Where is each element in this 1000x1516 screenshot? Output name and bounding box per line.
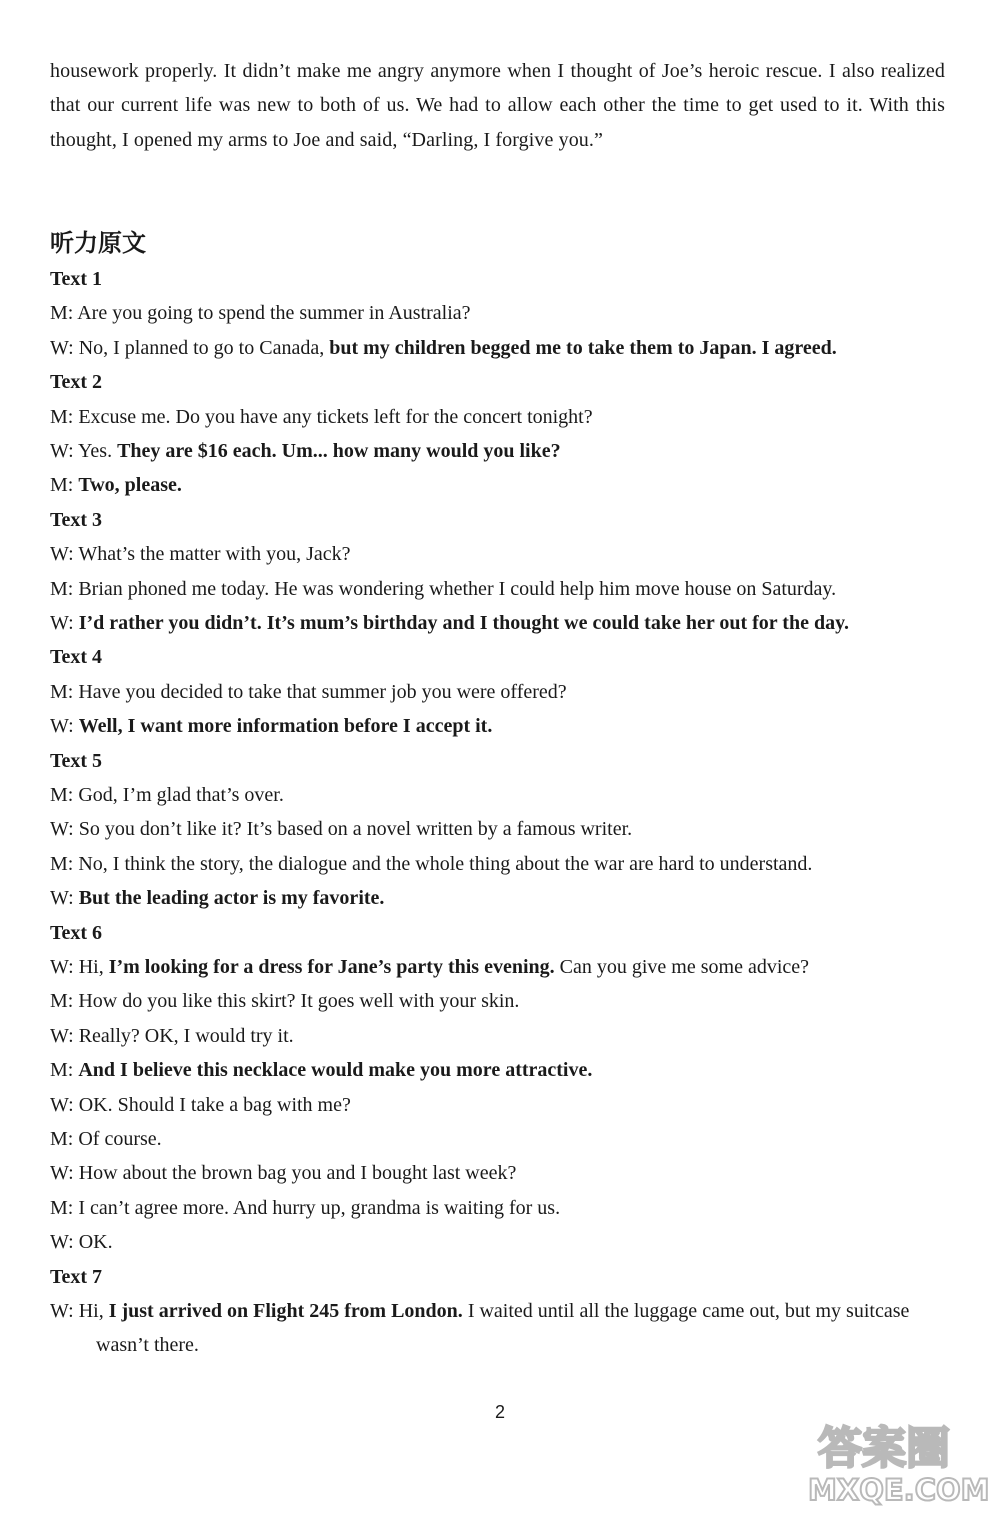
bold-answer-text: They are $16 each. Um... how many would you like? [117,440,561,462]
dialogue-line [50,537,945,571]
dialogue-line [50,1191,945,1225]
speaker-label: W: [50,612,74,635]
speaker-label: W: [50,956,74,979]
speaker-label: M: [50,680,74,703]
dialogue-text: So you don’t like it? It’s based on a novel written by a famous writer. [73,818,633,841]
speaker-label: W: [50,1231,74,1254]
watermark-latin-text: MXQE.COM [808,1473,988,1507]
dialogue-line [50,675,945,709]
text-title: Text 7 [50,1265,103,1288]
bold-answer-text: but my children begged me to take them to Japan. I agreed. [329,336,837,359]
speaker-label: M: [50,784,74,807]
dialogue-line [50,468,945,502]
speaker-label: M: [50,990,74,1013]
text-title: Text 3 [50,508,103,531]
dialogue-line [50,950,945,984]
dialogue-line [50,331,945,365]
speaker-label: W: [50,818,74,841]
speaker-label: W: [50,440,74,462]
intro-section [50,54,945,157]
section-heading: 听力原文 [50,229,146,257]
speaker-label: M: [50,852,74,875]
dialogue-line [50,400,945,434]
bold-answer-text: But the leading actor is my favorite. [78,887,385,910]
dialogue-line [50,1019,945,1053]
speaker-label: W: [50,715,74,738]
dialogue-text: No, I planned to go to Canada, [73,336,330,359]
dialogue-line [50,572,945,606]
dialogue-text: Hi, [73,1300,109,1323]
dialogue-line [50,1156,945,1190]
dialogue-text: OK. [73,1231,113,1254]
dialogue-text: I can’t agree more. And hurry up, grandma is waiting for us. [73,1196,561,1219]
speaker-label: M: [50,1059,74,1082]
dialogue-line [50,778,945,812]
dialogue-line [50,606,945,640]
speaker-label: W: [50,1300,74,1323]
dialogue-text: Brian phoned me today. He was wondering whether I could help him move house on Saturday. [73,577,837,600]
watermark-logo-graphic [798,1408,988,1508]
dialogue-text: Have you decided to take that summer job you were offered? [73,680,567,703]
dialogue-line [50,1294,945,1363]
dialogue-text: Yes. [73,440,118,462]
dialogue-line [50,847,945,881]
text-title: Text 4 [50,646,103,669]
speaker-label: W: [50,1024,74,1047]
speaker-label: M: [50,1196,74,1219]
text-title: Text 1 [50,268,103,290]
watermark-logo [798,1408,988,1508]
dialogue-line [50,1053,945,1087]
dialogue-text: God, I’m glad that’s over. [73,784,284,807]
speaker-label: W: [50,543,74,566]
text-title: Text 6 [50,921,103,944]
dialogue-text: Hi, [73,956,109,979]
text-title: Text 2 [50,371,103,394]
page-number: 2 [494,1402,505,1422]
bold-answer-text: I’d rather you didn’t. It’s mum’s birthday and I thought we could take her out for the day. [78,612,849,635]
dialogue-line [50,812,945,846]
dialogue-text: No, I think the story, the dialogue and the whole thing about the war are hard to understand. [73,852,813,875]
bold-answer-text: I just arrived on Flight 245 from London. [108,1300,463,1323]
dialogue-text: How do you like this skirt? It goes well with your skin. [73,990,520,1013]
dialogue-line [50,709,945,743]
bold-answer-text: Well, I want more information before I accept it. [78,715,493,738]
dialogue-line [50,1088,945,1122]
dialogue-text: Are you going to spend the summer in Australia? [73,302,471,325]
speaker-label: M: [50,302,74,325]
dialogue-text: OK. Should I take a bag with me? [73,1093,351,1116]
speaker-label: W: [50,1162,74,1185]
dialogue-text: I waited until all the luggage came out, but my suitcase wasn’t there. [96,1300,910,1357]
dialogue-line [50,984,945,1018]
dialogue-text: How about the brown bag you and I bought last week? [73,1162,517,1185]
bold-answer-text: I’m looking for a dress for Jane’s party this evening. [108,956,555,979]
speaker-label: W: [50,1093,74,1116]
dialogue-line [50,296,945,330]
intro-paragraph: housework properly. It didn’t make me angry anymore when I thought of Joe’s heroic rescue. I also realized that our current life was new to both of us. We had to allow each other the time to get used to it. With this thought, I opened my arms to Joe and said, “Darling, I forgive you.” [50,60,945,151]
dialogue-line [50,434,945,468]
dialogue-text: Of course. [73,1128,162,1151]
dialogue-line [50,1122,945,1156]
speaker-label: M: [50,1128,74,1151]
dialogue-text: Can you give me some advice? [554,956,810,979]
dialogue-text: What’s the matter with you, Jack? [73,543,351,566]
dialogue-line [50,881,945,915]
watermark-chinese-text: 答案圈 [818,1423,950,1474]
dialogue-line [50,1225,945,1259]
bold-answer-text: And I believe this necklace would make you more attractive. [78,1059,593,1082]
dialogue-text: Excuse me. Do you have any tickets left for the concert tonight? [73,405,593,428]
speaker-label: W: [50,336,74,359]
speaker-label: W: [50,887,74,910]
dialogue-text: Really? OK, I would try it. [73,1024,294,1047]
speaker-label: M: [50,577,74,600]
speaker-label: M: [50,474,74,497]
listening-transcript [50,262,945,1363]
bold-answer-text: Two, please. [78,474,182,497]
speaker-label: M: [50,405,74,428]
text-title: Text 5 [50,749,103,772]
